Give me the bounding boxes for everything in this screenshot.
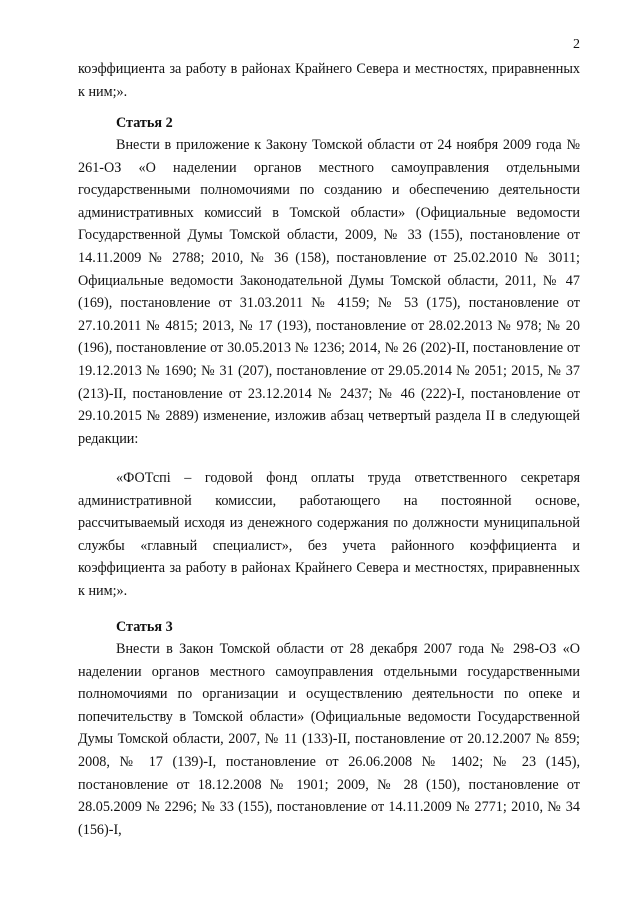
article-2-heading: Статья 2: [116, 115, 173, 131]
article-3-body: Внести в Закон Томской области от 28 декабря 2007 года № 298-ОЗ «О наделении органов местного самоуправления отдельными государственными полномочиями по организации и осуществлению деятельности по опеке и попечительству в Томской области» (Официальные ведомости Государственной Думы Томской области, 2007, № 11 (133)-II, постановление от 20.12.2007 № 859; 2008, № 17 (139)-I, постановление от 26.06.2008 № 1402; № 23 (145), постановление от 18.12.2008 № 1901; 2009, № 28 (150), постановление от 28.05.2009 № 2296; № 33 (155), постановление от 14.11.2009 № 2771; 2010, № 34 (156)-I,: [78, 641, 580, 838]
article-2-quote: «ФОТспi – годовой фонд оплаты труда ответственного секретаря административной комиссии, работающего на постоянной основе, рассчитываемый исходя из денежного содержания по должности муниципальной службы «главный специалист», без учета районного коэффициента и коэффициента за работу в районах Крайнего Севера и местностях, приравненных к ним;».: [78, 470, 580, 599]
intro-fragment-paragraph: коэффициента за работу в районах Крайнего Севера и местностях, приравненных к ним;».: [78, 61, 580, 100]
article-3-heading: Статья 3: [116, 619, 173, 635]
article-2-body: Внести в приложение к Закону Томской области от 24 ноября 2009 года № 261-ОЗ «О наделении органов местного самоуправления отдельными государственными полномочиями по созданию и обеспечению деятельности административных комиссий в Томской области» (Официальные ведомости Государственной Думы Томской области, 2009, № 33 (155), постановление от 14.11.2009 № 2788; 2010, № 36 (158), постановление от 25.02.2010 № 3011; Официальные ведомости Законодательной Думы Томской области, 2011, № 47 (169), постановление от 31.03.2011 № 4159; № 53 (175), постановление от 27.10.2011 № 4815; 2013, № 17 (193), постановление от 28.02.2013 № 978; № 20 (196), постановление от 30.05.2013 № 1236; 2014, № 26 (202)-II, постановление от 19.12.2013 № 1690; № 31 (207), постановление от 29.05.2014 № 2051; 2015, № 37 (213)-II, постановление от 23.12.2014 № 2437; № 46 (222)-I, постановление от 29.10.2015 № 2889) изменение, изложив абзац четвертый раздела II в следующей редакции:: [78, 137, 580, 447]
page-number: 2: [573, 37, 580, 52]
